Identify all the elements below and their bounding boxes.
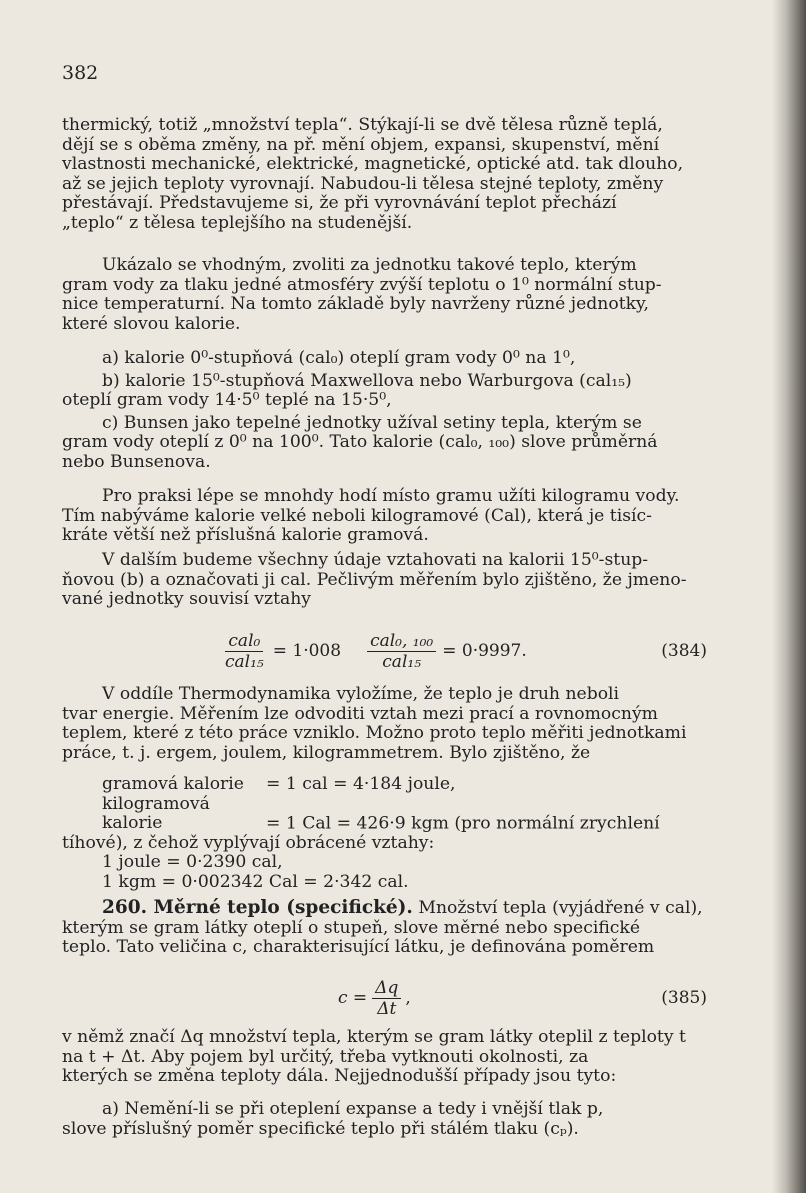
unit-b: b) kalorie 15⁰-stupňová Maxwellova nebo Warburgova (cal₁₅) [102,370,632,391]
text-line: práce, t. j. ergem, joulem, kilogrammetrem. Bylo zjištěno, že [62,742,591,763]
text-line: teplo. Tato veličina c, charakterisující látku, je definována poměrem [62,937,655,958]
text-line: kterých se změna teploty dála. Nejjednodušší případy jsou tyto: [62,1066,617,1087]
relation-cont: tíhové), z čehož vyplývají obrácené vztahy: [62,832,435,853]
unit-c-cont: gram vody oteplí z 0⁰ na 100⁰. Tato kalorie (cal₀, ₁₀₀) slove průměrná [62,432,658,453]
equation-number: (384) [661,641,707,661]
equation-385: c = $\frac{\Delta q}{\Delta t}$ , (385) [338,977,707,1019]
unit-c: c) Bunsen jako tepelné jednotky užíval setiny tepla, kterým se [102,412,642,433]
equation-number: (385) [661,988,707,1008]
equation-value: = 1·008 [272,641,342,661]
text-line: vlastnosti mechanické, elektrické, magnetické, optické atd. tak dlouho, [62,154,684,175]
section-heading-line: 260. Měrné teplo (specifické). Množství tepla (vyjádřené v cal), [102,897,703,918]
equation-value: = 0·9997. [442,641,527,661]
fraction-cal0100-cal15: $\frac{\text{cal₀, ₁₀₀}}{\text{cal₁₅}}$ [367,631,436,672]
text-line: vané jednotky souvisí vztahy [62,589,312,610]
text-line: „teplo“ z tělesa teplejšího na studenější. [62,212,413,233]
section-heading: 260. Měrné teplo (specifické). [102,897,413,918]
text-line: kterým se gram látky oteplí o stupeň, slove měrné nebo specifické [62,917,641,938]
text-line: V dalším budeme všechny údaje vztahovati na kalorii 15⁰-stup- [102,550,649,570]
relation-row: kilogramová kalorie = 1 Cal = 426·9 kgm (pro normální zrychlení [102,793,660,834]
text-line: slove příslušný poměr specifické teplo při stálém tlaku (cₚ). [62,1118,579,1139]
paragraph-kilocalorie [62,487,707,546]
calorie-unit-list [62,349,707,473]
relation-row: gramová kalorie = 1 cal = 4·184 joule, [102,774,456,794]
fraction-dq-dt: $\frac{\Delta q}{\Delta t}$ [372,978,401,1019]
section-260 [62,898,707,958]
text-line: a) Nemění-li se při oteplení expanse a tedy i vnější tlak p, [102,1099,604,1119]
page-edge-shadow [772,0,806,1193]
equation-lhs: c = [338,988,368,1008]
text-line: v němž značí Δq množství tepla, kterým se gram látky oteplil z teploty t [62,1027,686,1047]
conversion-relations [62,775,707,893]
case-a [62,1100,707,1139]
text-line: gram vody za tlaku jedné atmosféry zvýší teplotu o 1⁰ normální stup- [62,274,662,295]
paragraph-energy [62,685,707,763]
text-line: které slovou kalorie. [62,313,241,334]
relation-row: 1 joule = 0·2390 cal, [102,852,283,873]
equation-384 [62,628,707,674]
text-line: thermický, totiž „množství tepla“. Stýkají-li se dvě tělesa různě teplá, [62,115,663,135]
text-line: přestávají. Představujeme si, že při vyrovnávání teplot přechází [62,193,617,214]
text-line: Ukázalo se vhodným, zvoliti za jednotku takové teplo, kterým [102,255,637,275]
text-line: Pro praksi lépe se mnohdy hodí místo gramu užíti kilogramu vody. [102,486,680,506]
paragraph-heat-definition [62,1028,707,1087]
unit-a: a) kalorie 0⁰-stupňová (cal₀) oteplí gram vody 0⁰ na 1⁰, [102,348,576,368]
text-line: nice temperaturní. Na tomto základě byly navrženy různé jednotky, [62,294,649,315]
text-line: tvar energie. Měřením lze odvoditi vztah mezi prací a rovnomocným [62,703,658,724]
text-line: až se jejich teploty vyrovnají. Nabudou-li tělesa stejné teploty, změny [62,173,664,194]
text-line: ňovou (b) a označovati ji cal. Pečlivým měřením bylo zjištěno, že jmeno- [62,569,687,590]
text-line: na t + Δt. Aby pojem byl určitý, třeba vytknouti okolnosti, za [62,1046,589,1067]
text-line: dějí se s oběma změny, na př. mění objem, expansi, skupenství, mění [62,134,660,155]
text-line: teplem, které z této práce vzniklo. Možno proto teplo měřiti jednotkami [62,723,687,744]
text-line: V oddíle Thermodynamika vyložíme, že teplo je druh neboli [102,684,620,704]
paragraph-thermal [62,116,707,234]
text-line: Tím nabýváme kalorie velké neboli kilogramové (Cal), která je tisíc- [62,505,652,526]
text-line: kráte větší než příslušná kalorie gramová. [62,525,429,546]
unit-c-cont: nebo Bunsenova. [62,451,211,472]
paragraph-relations-intro [62,551,707,610]
fraction-cal0-cal15: $\frac{\text{cal₀}}{\text{cal₁₅}}$ [225,630,264,672]
page-number: 382 [62,62,99,84]
unit-b-cont: oteplí gram vody 14·5⁰ teplé na 15·5⁰, [62,390,392,411]
paragraph-units-intro [62,256,707,334]
relation-row: 1 kgm = 0·002342 Cal = 2·342 cal. [102,871,409,892]
